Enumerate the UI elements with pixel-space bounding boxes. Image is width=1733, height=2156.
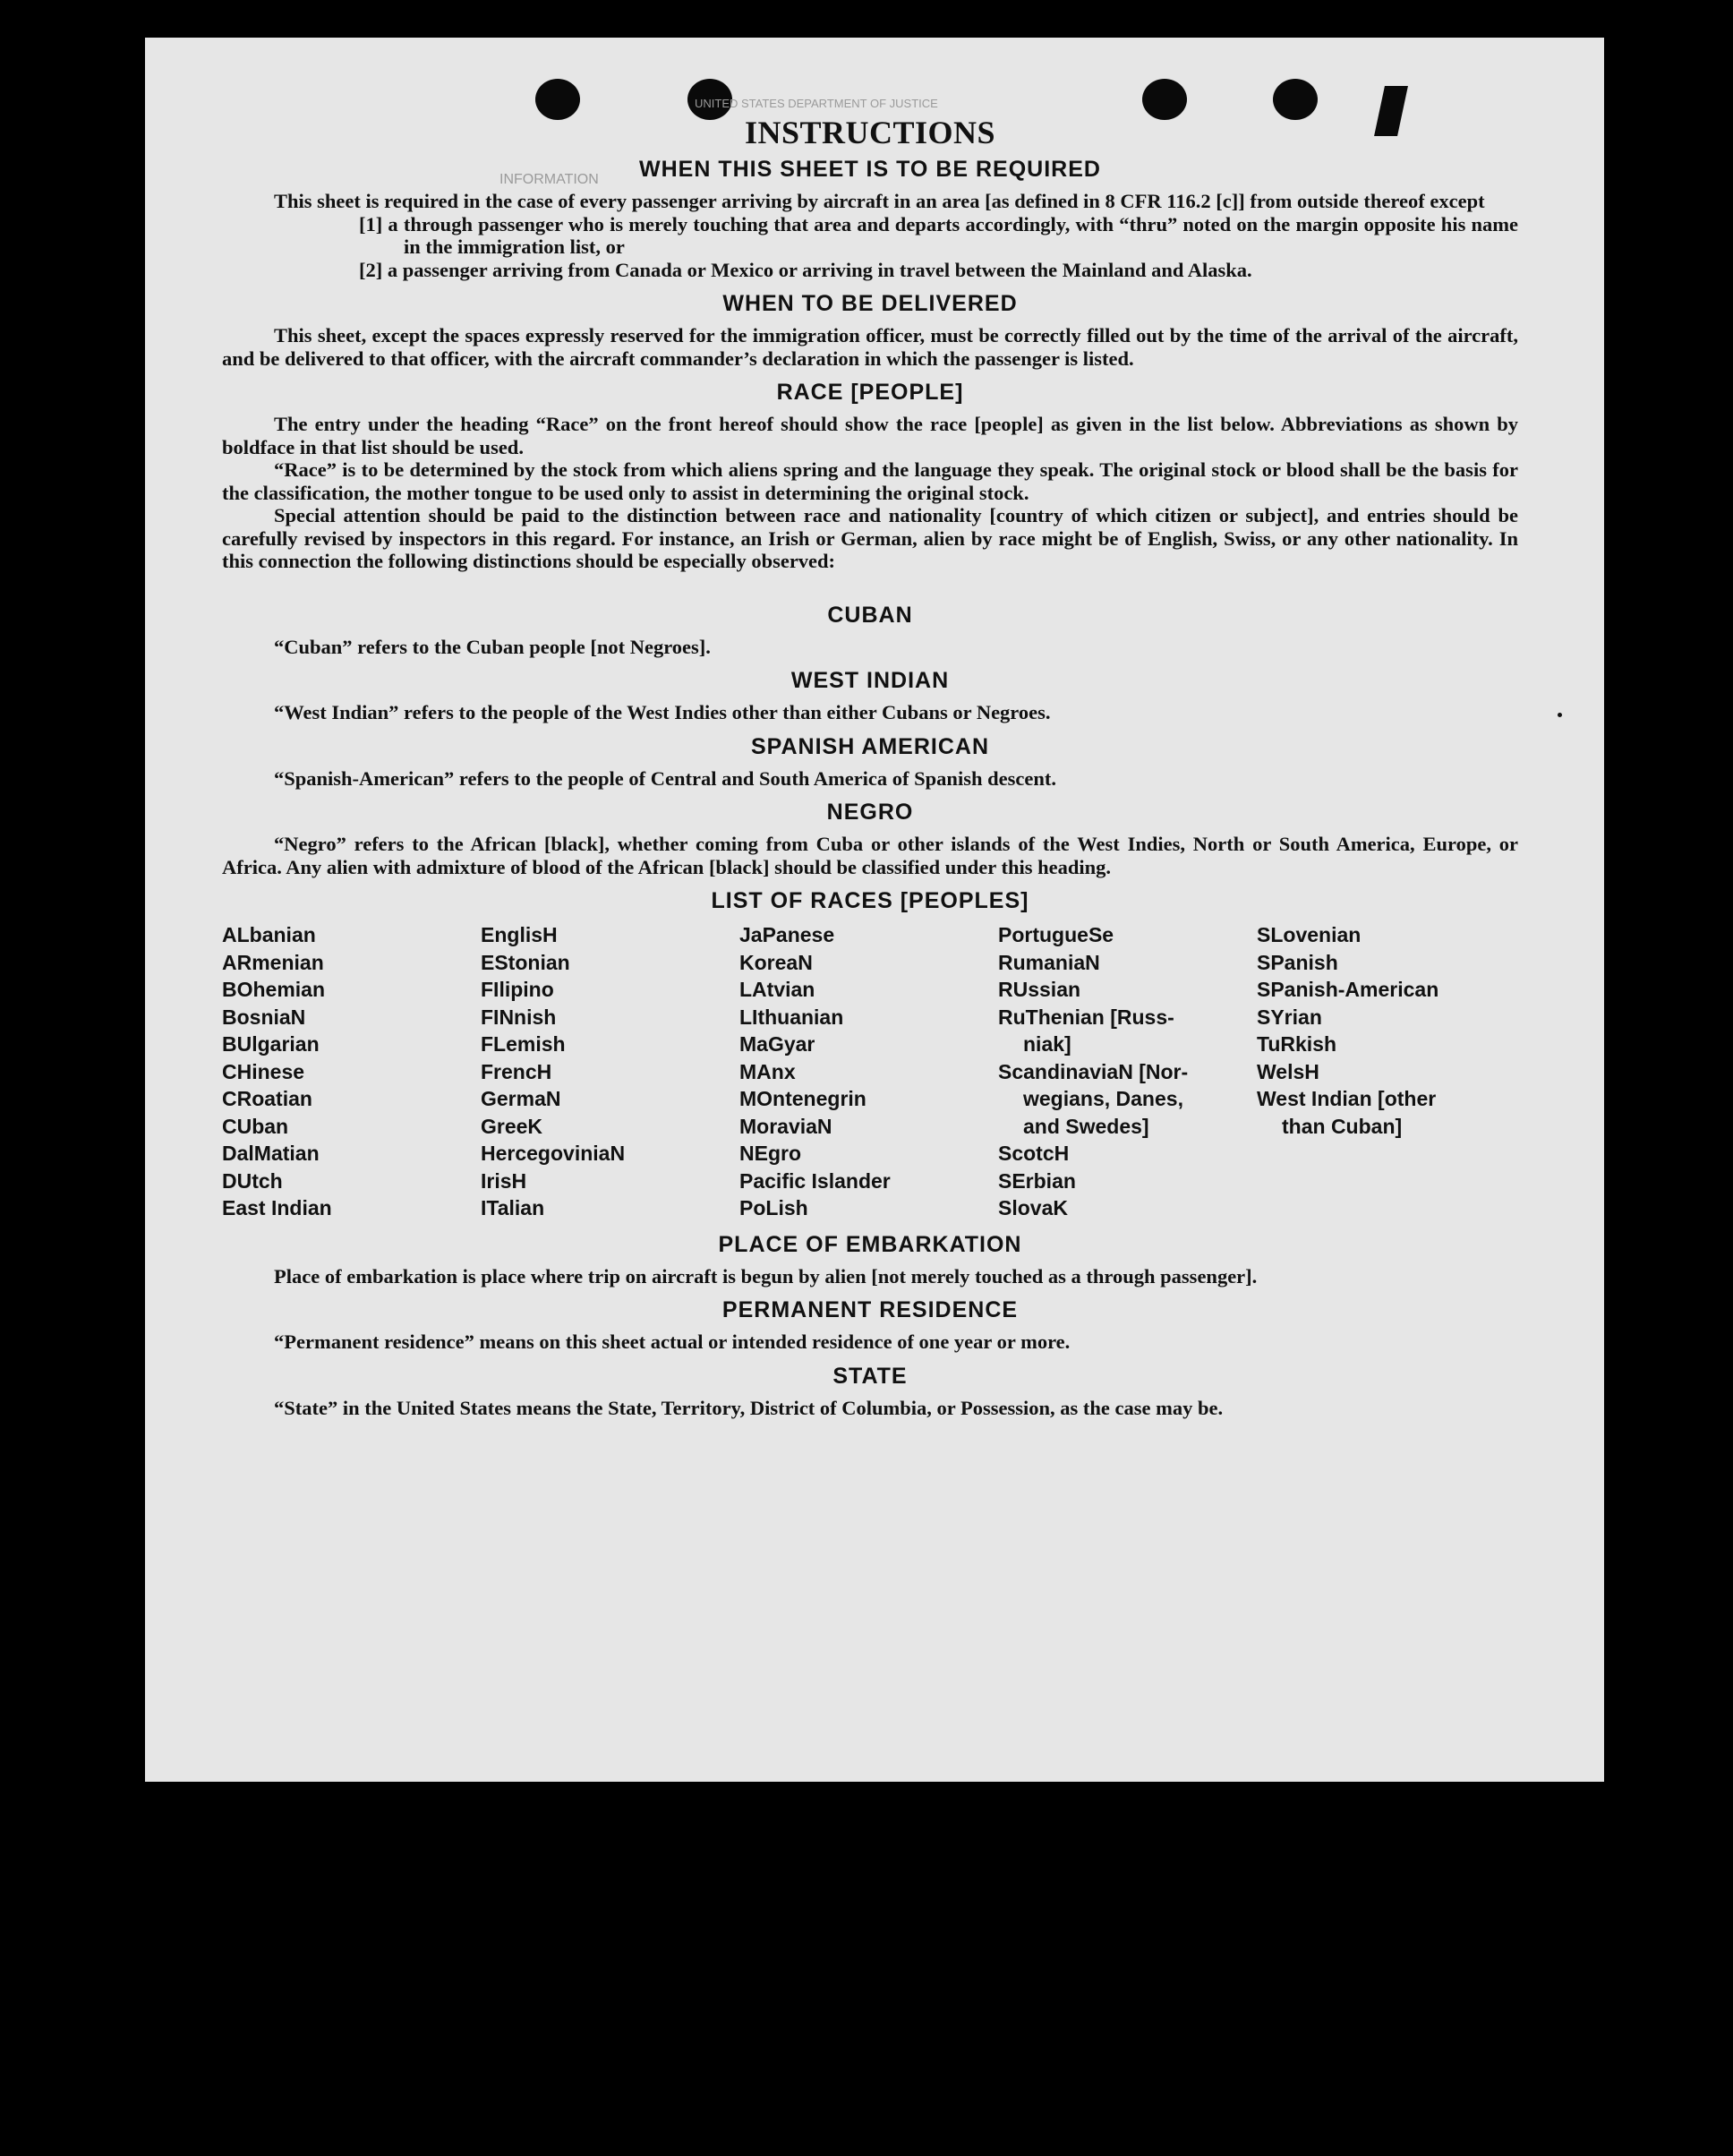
heading-race: RACE [PEOPLE] — [776, 380, 964, 405]
race-list — [222, 921, 1518, 1222]
heading-cuban: CUBAN — [827, 602, 913, 628]
race-entry: TuRkish — [1257, 1032, 1337, 1056]
race-entry-line: ScandinaviaN [Nor- — [998, 1059, 1189, 1083]
race-entry: BOhemian — [222, 978, 326, 1001]
residence-text: “Permanent residence” means on this sheet actual or intended residence of one year or more. — [274, 1330, 1071, 1353]
race-entry: SPanish — [1257, 950, 1338, 974]
race-entry — [1257, 1085, 1515, 1140]
exception-item: [2] a passenger arriving from Canada or Mexico or arriving in travel between the Mainland and Alaska. — [359, 258, 1252, 281]
race-entry — [998, 1058, 1257, 1141]
race-entry: ARmenian — [222, 950, 324, 974]
heading-state: STATE — [832, 1363, 908, 1389]
race-entry: SErbian — [998, 1168, 1076, 1193]
faded-header-line: INFORMATION — [499, 172, 599, 187]
race-column — [481, 921, 739, 1222]
race-entry: EStonian — [481, 950, 570, 974]
race-entry: FINnish — [481, 1005, 557, 1029]
embarkation-text: Place of embarkation is place where trip on aircraft is begun by alien [not merely touched as a through passenger]. — [274, 1264, 1258, 1288]
race-entry: SYrian — [1257, 1005, 1322, 1029]
state-text: “State” in the United States means the State, Territory, District of Columbia, or Possession, as the case may be. — [274, 1396, 1224, 1419]
race-paragraph: “Race” is to be determined by the stock from which aliens spring and the language they speak. The original stock or blood shall be the basis for the classification, the mother tongue to be used only to assist in determining the original stock. — [222, 458, 1518, 504]
spanish-american-text: “Spanish-American” refers to the people of Central and South America of Spanish descent. — [274, 766, 1056, 790]
race-entry: MOntenegrin — [739, 1087, 866, 1110]
heading-when-delivered: WHEN TO BE DELIVERED — [722, 291, 1018, 316]
race-entry: ITalian — [481, 1196, 545, 1219]
race-paragraph: The entry under the heading “Race” on the front hereof should show the race [people] as given in the list below. Abbreviations as shown by boldface in that list should be used. — [222, 413, 1518, 458]
race-entry: ScotcH — [998, 1142, 1070, 1165]
instructions-content — [222, 115, 1518, 1419]
heading-list-of-races: LIST OF RACES [PEOPLES] — [711, 888, 1029, 913]
exception-item: [1] a through passenger who is merely touching that area and departs accordingly, with “thru” noted on the margin opposite his name in the immigration list, or — [359, 212, 1518, 258]
race-entry: FrencH — [481, 1059, 552, 1083]
race-entry: FIlipino — [481, 978, 554, 1001]
heading-spanish-american: SPANISH AMERICAN — [750, 733, 989, 759]
race-column — [222, 921, 481, 1222]
race-entry-line: than Cuban] — [1282, 1114, 1403, 1138]
required-intro: This sheet is required in the case of every passenger arriving by aircraft in an area [as defined in 8 CFR 116.2 [c]] from outside thereof except — [274, 190, 1485, 212]
race-entry: PoLish — [739, 1196, 808, 1219]
race-entry: SlovaK — [998, 1196, 1068, 1219]
race-entry: DalMatian — [222, 1142, 320, 1165]
delivered-text: This sheet, except the spaces expressly reserved for the immigration officer, must be correctly filled out by the time of the arrival of the aircraft, and be delivered to that officer, with the aircraft commander’s declaration in which the passenger is listed. — [222, 324, 1518, 370]
race-entry: East Indian — [222, 1196, 332, 1219]
race-entry: RumaniaN — [998, 950, 1100, 974]
race-entry: BUlgarian — [222, 1032, 320, 1056]
race-entry: GermaN — [481, 1087, 561, 1110]
race-entry: RUssian — [998, 978, 1081, 1001]
race-entry: SPanish-American — [1257, 978, 1439, 1001]
heading-permanent-residence: PERMANENT RESIDENCE — [721, 1297, 1019, 1322]
race-entry: HercegoviniaN — [481, 1142, 626, 1165]
page-title: INSTRUCTIONS — [744, 115, 996, 150]
cuban-text: “Cuban” refers to the Cuban people [not Negroes]. — [274, 635, 711, 658]
race-column — [739, 921, 998, 1222]
race-entry: FLemish — [481, 1032, 566, 1056]
race-entry: LAtvian — [739, 978, 815, 1001]
race-entry: KoreaN — [739, 950, 813, 974]
race-entry-line: and Swedes] — [1023, 1114, 1149, 1138]
race-entry — [998, 1004, 1257, 1058]
race-entry: DUtch — [222, 1168, 283, 1193]
race-entry: MaGyar — [739, 1032, 815, 1056]
race-entry: CHinese — [222, 1059, 305, 1083]
race-entry: LIthuanian — [739, 1005, 844, 1029]
race-entry: JaPanese — [739, 923, 835, 946]
race-entry-line: RuThenian [Russ- — [998, 1005, 1174, 1029]
heading-when-required: WHEN THIS SHEET IS TO BE REQUIRED — [639, 157, 1101, 182]
negro-text: “Negro” refers to the African [black], whether coming from Cuba or other islands of the West Indies, North or South America, Europe, or Africa. Any alien with admixture of blood of the African [black] should be classified under this heading. — [222, 833, 1518, 878]
race-entry: IrisH — [481, 1168, 527, 1193]
heading-negro: NEGRO — [826, 800, 914, 825]
race-entry: SLovenian — [1257, 923, 1362, 946]
race-entry: CRoatian — [222, 1087, 312, 1110]
race-entry: GreeK — [481, 1114, 543, 1138]
race-entry: MAnx — [739, 1059, 796, 1083]
race-entry: PortugueSe — [998, 923, 1114, 946]
race-entry: EnglisH — [481, 923, 558, 946]
race-entry-line: wegians, Danes, — [1023, 1087, 1183, 1110]
heading-place-of-embarkation: PLACE OF EMBARKATION — [718, 1231, 1022, 1257]
race-column — [998, 921, 1257, 1222]
race-entry-line: West Indian [other — [1257, 1087, 1437, 1110]
race-entry: WelsH — [1257, 1059, 1319, 1083]
faded-header-line: UNITED STATES DEPARTMENT OF JUSTICE — [695, 97, 938, 110]
race-entry: MoraviaN — [739, 1114, 832, 1138]
race-entry: BosniaN — [222, 1005, 306, 1029]
race-entry: Pacific Islander — [739, 1168, 891, 1193]
race-column — [1257, 921, 1515, 1222]
race-paragraph: Special attention should be paid to the distinction between race and nationality [country of which citizen or subject], and entries should be carefully revised by inspectors in this regard. For instance, an Irish or German, alien by race might be of English, Swiss, or any other nationality. In this connection the following distinctions should be especially observed: — [222, 504, 1518, 572]
race-entry: NEgro — [739, 1142, 801, 1165]
race-entry: CUban — [222, 1114, 289, 1138]
race-entry: ALbanian — [222, 923, 316, 946]
west-indian-text: “West Indian” refers to the people of the West Indies other than either Cubans or Negroes. — [274, 701, 1051, 723]
speck — [1558, 713, 1562, 717]
heading-west-indian: WEST INDIAN — [790, 668, 950, 693]
race-entry-line: niak] — [1023, 1032, 1071, 1056]
